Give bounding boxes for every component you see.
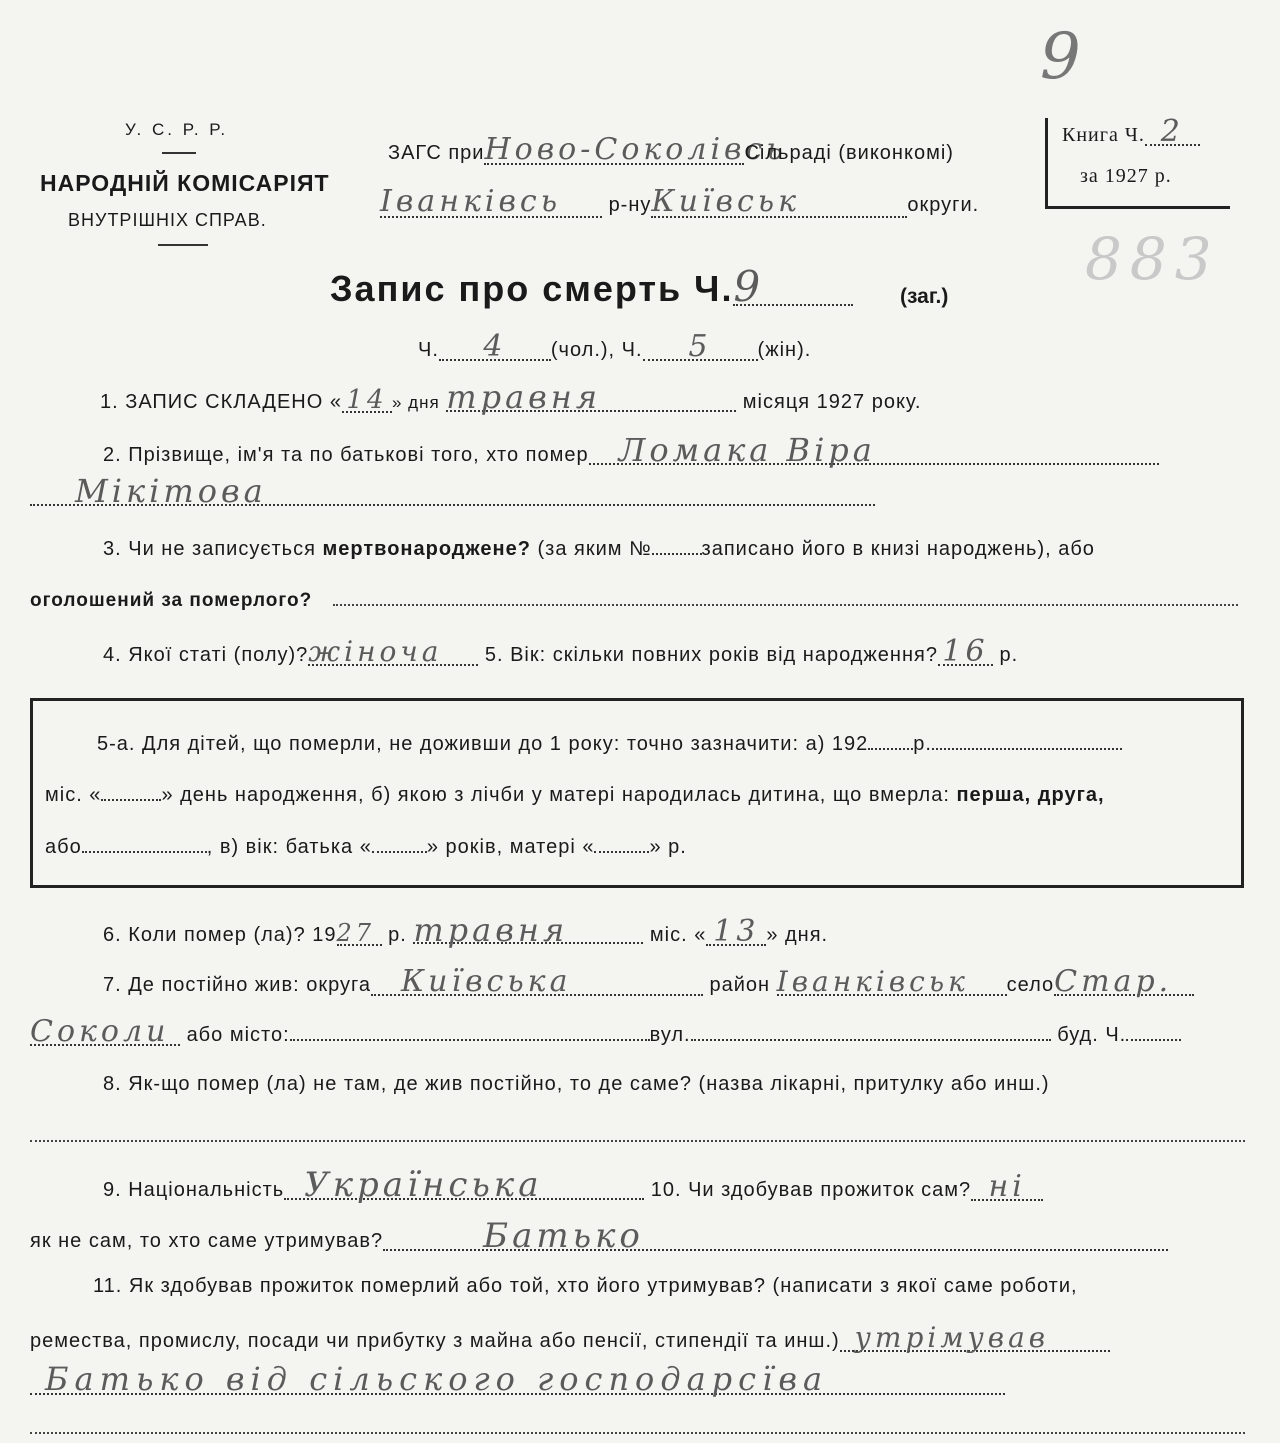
q1-line <box>100 378 922 416</box>
rayon-label: р-ну <box>608 194 652 216</box>
q7-vul-field <box>691 1039 1051 1041</box>
q10-supporter-label: як не сам, то хто саме утримував? <box>30 1230 384 1252</box>
q2-patronymic: Мікітова <box>30 478 875 506</box>
q4-line <box>103 634 1019 669</box>
q7-misto-field <box>290 1039 650 1041</box>
male-number: 4 <box>439 335 551 361</box>
q7-selo-label: село <box>1006 974 1055 996</box>
q6-end: » дня. <box>766 924 829 946</box>
q3-label-b: (за яким № <box>537 538 652 560</box>
q11-label-a: 11. Як здобував прожиток померлий або той, хто його утримував? (написати з якої саме роботи, <box>93 1275 1078 1297</box>
q11-fill-line <box>30 1432 1245 1434</box>
q11-label-b: ремества, промислу, посади чи прибутку з майна або пенсії, стипендії та инш.) <box>30 1330 840 1352</box>
q5a-line1 <box>97 733 1122 756</box>
q11-line2 <box>30 1321 1110 1354</box>
book-number-line <box>1062 114 1200 149</box>
q5a-text3a: або <box>45 836 82 858</box>
q3-declared: оголошений за померлого? <box>30 590 313 611</box>
q10-label: 10. Чи здобував прожиток сам? <box>650 1179 972 1201</box>
book-label: Книга Ч. <box>1062 124 1145 146</box>
q1-mid: » дня <box>391 393 440 412</box>
q7-vul-label: вул. <box>649 1024 691 1046</box>
q4-sex: жіноча <box>308 640 478 666</box>
internal-affairs-label: ВНУТРІШНІХ СПРАВ. <box>68 210 267 230</box>
zags-suffix: Сільраді (виконкомі) <box>744 142 954 164</box>
q7-label: 7. Де постійно жив: округа <box>103 974 371 996</box>
q8-fill-line <box>30 1140 1245 1142</box>
rayon-line <box>380 184 980 219</box>
side-number: 883 <box>1085 225 1220 293</box>
zag-label: (заг.) <box>900 285 949 308</box>
q3-fill-line <box>333 604 1238 606</box>
q5a-text1: 5-а. Для дітей, що померли, не доживши до 1 року: точно зазначити: а) 192 <box>97 733 869 755</box>
q7-rayon: Іванківськ <box>777 970 1007 996</box>
q7-line2 <box>30 1014 1181 1049</box>
q2-name: Ломака Віра <box>589 437 1159 465</box>
q6-month: травня <box>413 918 643 944</box>
q11-value-b: Батько від сільского господарсїва <box>30 1365 1005 1395</box>
q5a-line2 <box>45 784 1105 807</box>
q2-label: 2. Прізвище, ім'я та по батькові того, хто помер <box>103 444 589 466</box>
q5a-father-age-field <box>372 851 427 853</box>
q7-bud-label: буд. Ч. <box>1057 1024 1127 1046</box>
q5a-line3 <box>45 836 687 859</box>
okruha-label: округи. <box>907 194 980 216</box>
q5a-year-field <box>868 748 913 750</box>
q1-label: 1. ЗАПИС СКЛАДЕНО « <box>100 391 342 413</box>
q3-stillborn: мертвонароджене? <box>322 538 531 560</box>
okruha-value: Київськ <box>651 188 907 218</box>
ch-label: Ч. <box>418 339 439 361</box>
divider <box>158 244 208 246</box>
q6-year: 27 <box>337 922 382 946</box>
q10-supporter-line <box>30 1216 1168 1256</box>
record-sub-line <box>418 329 812 364</box>
q11-line3 <box>30 1360 1005 1398</box>
q5a-text2-bold: перша, друга, <box>956 784 1105 806</box>
q8-label: 8. Як-що помер (ла) не там, де жив постійно, то де саме? (назва лікарні, притулку або инш.) <box>103 1073 1050 1095</box>
q5-age-unit: р. <box>999 644 1019 666</box>
divider <box>162 152 196 154</box>
q7-selo: Стар. <box>1054 970 1194 996</box>
book-year: за 1927 р. <box>1080 165 1172 187</box>
rayon-value: Іванківсь <box>380 188 602 218</box>
zags-line <box>388 132 954 167</box>
q1-end: місяця 1927 року. <box>742 391 922 413</box>
corner-number: 9 <box>1040 20 1085 94</box>
q5a-text3d: » р. <box>649 836 687 858</box>
zags-village: Ново-Соколівсь <box>484 132 787 167</box>
q5a-day-field <box>101 799 161 801</box>
q3-number-field <box>652 553 702 555</box>
ussr-label: У. С. Р. Р. <box>125 120 229 139</box>
book-number: 2 <box>1145 120 1200 146</box>
q5a-text3b: , в) вік: батька « <box>206 836 372 858</box>
female-number: 5 <box>643 335 758 361</box>
q10-value: ні <box>971 1175 1043 1201</box>
q3-label-a: 3. Чи не записується <box>103 538 316 560</box>
q11-value-a: утрімував <box>840 1326 1110 1352</box>
q9-value: Українська <box>284 1172 644 1200</box>
q10-supporter-value: Батько <box>383 1223 1168 1251</box>
q5a-month-field <box>932 748 1122 750</box>
q7-selo2: Соколи <box>30 1020 180 1046</box>
q6-line <box>103 911 829 949</box>
q7-okruha: Київська <box>371 970 703 996</box>
q5-label: 5. Вік: скільки повних років від народження? <box>484 644 938 666</box>
q6-day: 13 <box>706 920 766 946</box>
q2-line2 <box>30 472 875 510</box>
q7-rayon-label: район <box>709 974 771 996</box>
q1-month: травня <box>446 384 736 412</box>
q6-p: р. <box>388 924 407 946</box>
q6-mis: міс. « <box>649 924 707 946</box>
q4-label: 4. Якої статі (полу)? <box>103 644 309 666</box>
female-label: (жін). <box>757 339 812 361</box>
q5a-text2a: міс. « <box>45 784 102 806</box>
q6-label: 6. Коли помер (ла)? 19 <box>103 924 337 946</box>
q5a-text3c: » років, матері « <box>426 836 595 858</box>
q2-line <box>103 431 1159 469</box>
q7-misto-label: або місто: <box>186 1024 290 1046</box>
q5a-text1-end: р. <box>913 733 932 755</box>
record-title-line <box>330 262 853 311</box>
q9-label: 9. Національність <box>103 1179 285 1201</box>
q7-bud-field <box>1126 1039 1181 1041</box>
q9-line <box>103 1165 1043 1205</box>
record-title: Запис про смерть Ч. <box>330 268 734 309</box>
q5a-text2b: » день народження, б) якою з лічби у матері народилась дитина, що вмерла: <box>161 784 950 806</box>
male-label: (чол.), Ч. <box>550 339 643 361</box>
q5a-mother-age-field <box>594 851 649 853</box>
q5a-order-field <box>82 851 207 853</box>
commissariat-label: НАРОДНІЙ КОМІСАРІЯТ <box>40 170 330 196</box>
q3-label-c: записано його в книзі народжень), або <box>701 538 1095 560</box>
q7-line <box>103 964 1194 999</box>
zags-prefix: ЗАГС при <box>388 142 485 164</box>
q3-line <box>103 538 1095 561</box>
q1-day: 14 <box>342 389 392 413</box>
record-number: 9 <box>733 270 853 306</box>
q5-age: 16 <box>938 640 993 666</box>
